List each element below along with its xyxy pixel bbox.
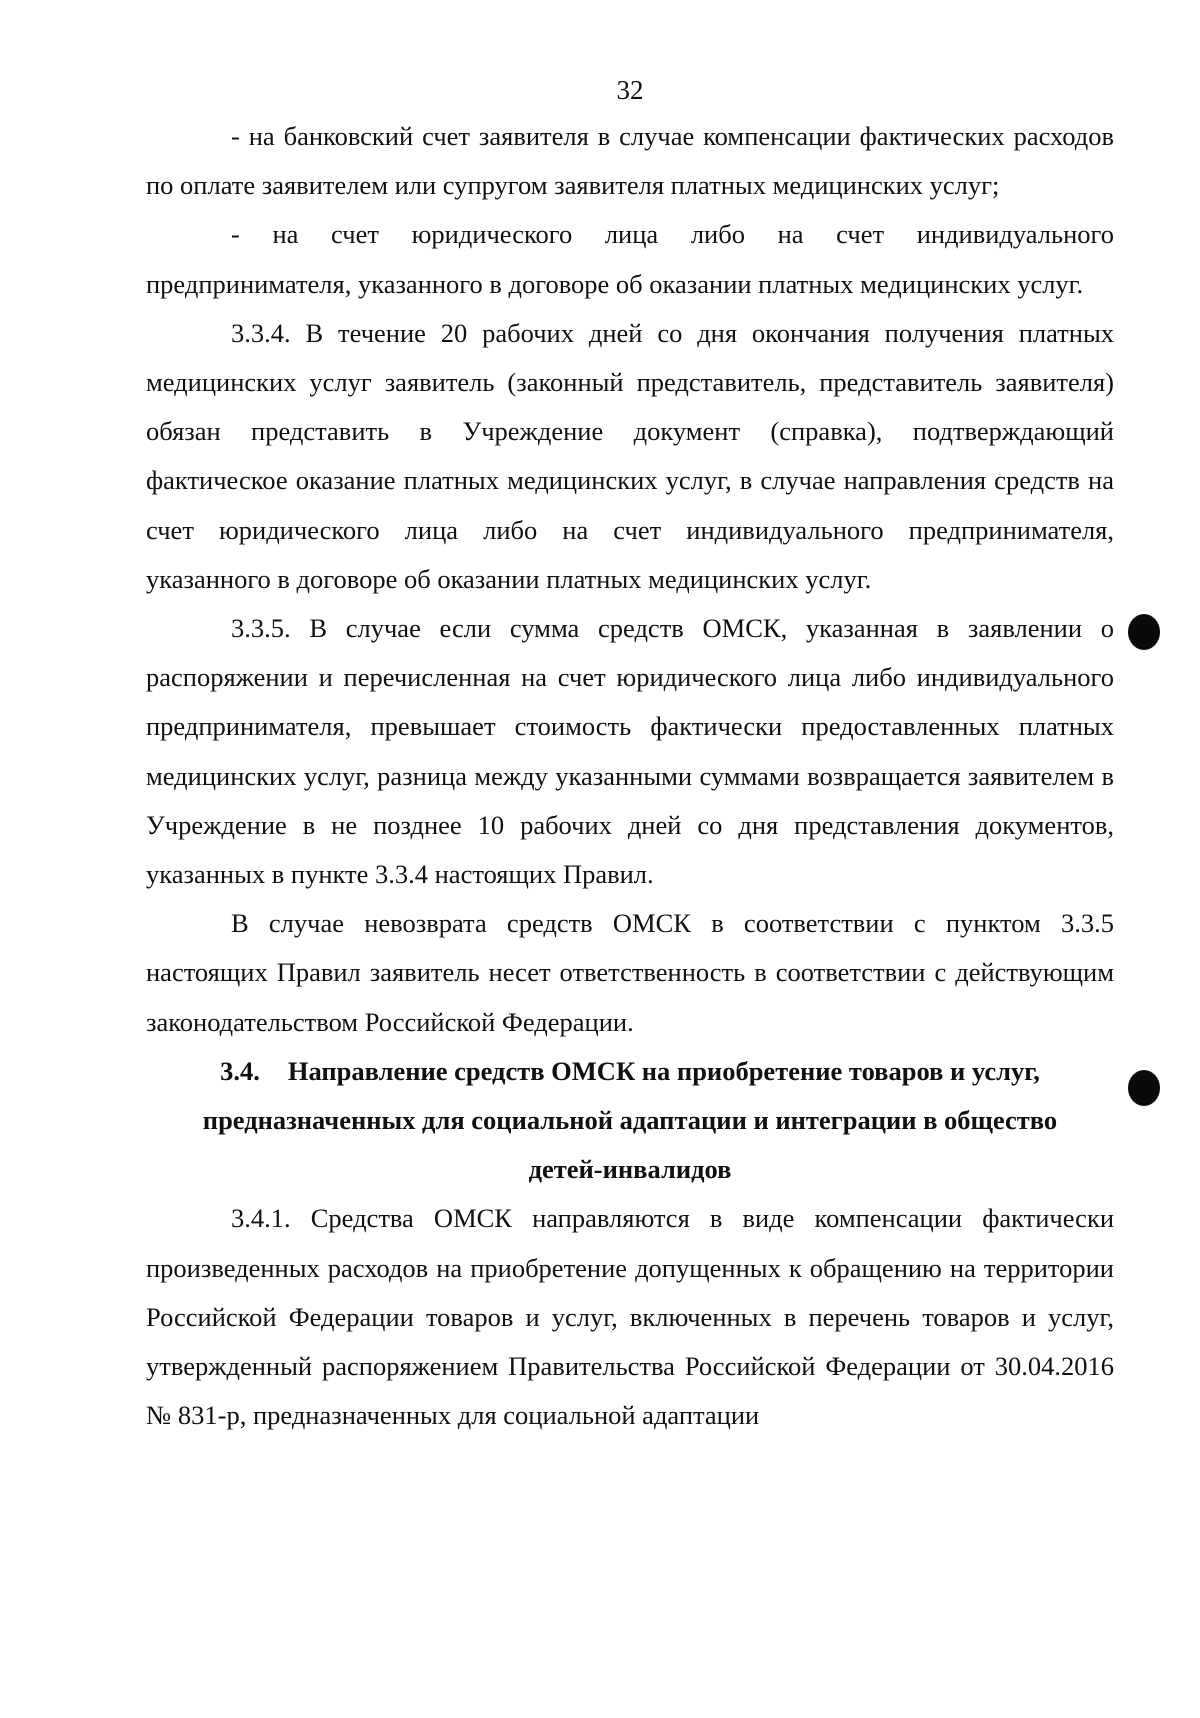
paragraph-bank-account: - на банковский счет заявителя в случае компенсации фактических расходов по оплате заявителем или супругом заявителя платных медицинских услуг; [146, 121, 1114, 201]
punch-hole-mark [1128, 614, 1160, 650]
punch-hole-mark [1128, 1070, 1160, 1106]
paragraph-legal-entity-account: - на счет юридического лица либо на счет индивидуального предпринимателя, указанного в договоре об оказании платных медицинских услуг. [146, 219, 1114, 299]
section-heading-number: 3.4. [220, 1055, 260, 1086]
document-body [146, 112, 1114, 1440]
section-heading-text: Направление средств ОМСК на приобретение товаров и услуг, предназначенных для социальной адаптации и интеграции в общество детей-инвалидов [202, 1055, 1058, 1185]
paragraph-3-3-5: 3.3.5. В случае если сумма средств ОМСК, указанная в заявлении о распоряжении и перечисленная на счет юридического лица либо индивидуального предпринимателя, превышает стоимость фактически предоставленных платных медицинских услуг, разница между указанными суммами возвращается заявителем в Учреждение в не позднее 10 рабочих дней со дня представления документов, указанных в пункте 3.3.4 настоящих Правил. [146, 613, 1114, 890]
page-number: 32 [616, 75, 644, 105]
paragraph-3-4-1: 3.4.1. Средства ОМСК направляются в виде компенсации фактически произведенных расходов на приобретение допущенных к обращению на территории Российской Федерации товаров и услуг, включенных в перечень товаров и услуг, утвержденный распоряжением Правительства Российской Федерации от 30.04.2016 № 831-р, предназначенных для социальной адаптации [146, 1203, 1114, 1431]
paragraph-non-return: В случае невозврата средств ОМСК в соответствии с пунктом 3.3.5 настоящих Правил заявитель несет ответственность в соответствии с действующим законодательством Российской Федерации. [146, 908, 1114, 1037]
paragraph-3-3-4: 3.3.4. В течение 20 рабочих дней со дня окончания получения платных медицинских услуг заявитель (законный представитель, представитель заявителя) обязан представить в Учреждение документ (справка), подтверждающий фактическое оказание платных медицинских услуг, в случае направления средств на счет юридического лица либо на счет индивидуального предпринимателя, указанного в договоре об оказании платных медицинских услуг. [146, 317, 1114, 594]
section-heading-3-4 [146, 1047, 1114, 1195]
